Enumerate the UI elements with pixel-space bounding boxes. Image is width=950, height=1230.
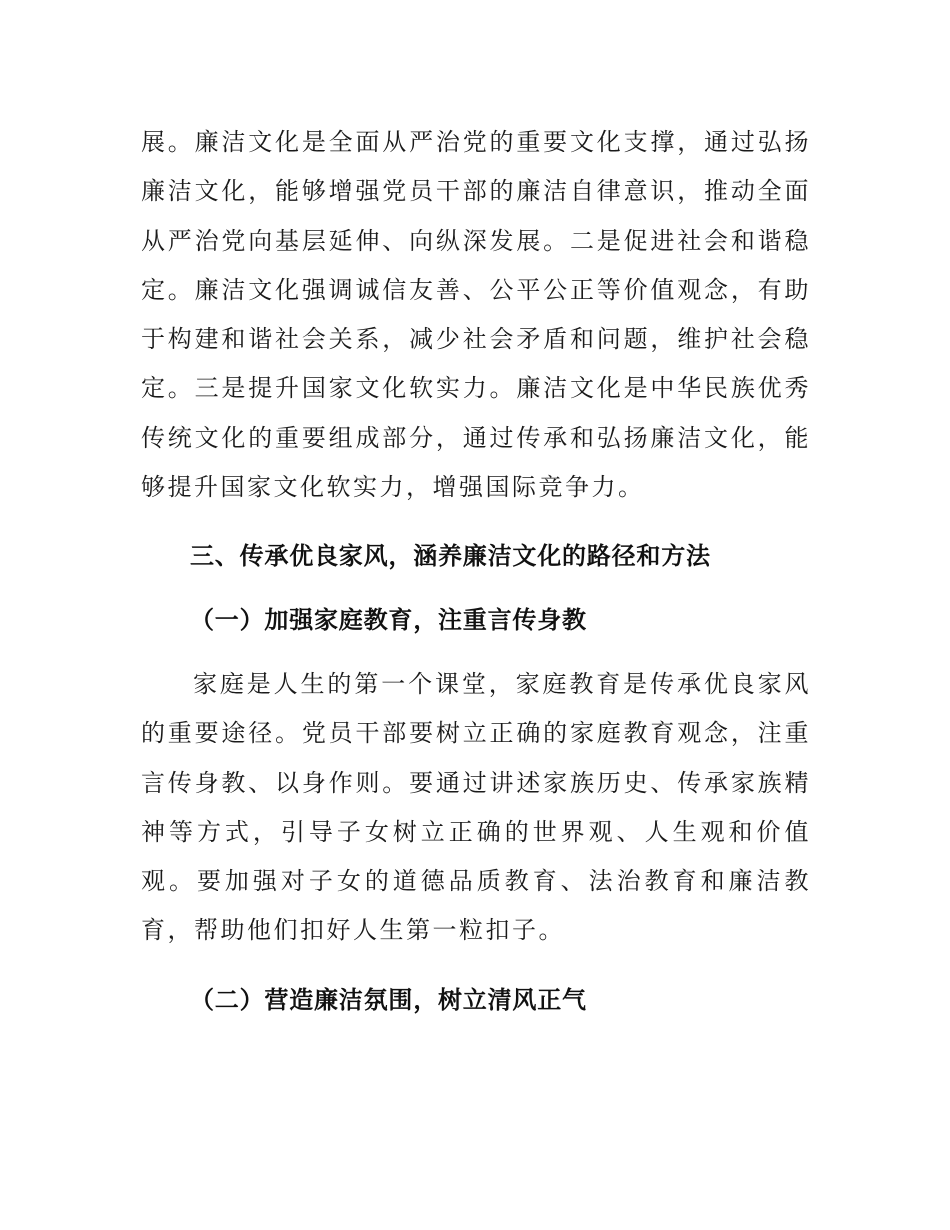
body-paragraph-continuation: 展。廉洁文化是全面从严治党的重要文化支撑，通过弘扬廉洁文化，能够增强党员干部的廉洁自律意识，推动全面从严治党向基层延伸、向纵深发展。二是促进社会和谐稳定。廉洁文化强调诚信友善、公平公正等价值观念，有助于构建和谐社会关系，减少社会矛盾和问题，维护社会稳定。三是提升国家文化软实力。廉洁文化是中华民族优秀传统文化的重要组成部分，通过传承和弘扬廉洁文化，能够提升国家文化软实力，增强国际竞争力。 — [141, 128, 811, 502]
subheading-family-education: （一）加强家庭教育，注重言传身教 — [190, 606, 587, 634]
subheading-integrity-atmosphere: （二）营造廉洁氛围，树立清风正气 — [190, 986, 587, 1014]
section-heading: 三、传承优良家风，涵养廉洁文化的路径和方法 — [190, 542, 711, 570]
body-paragraph-family-education: 家庭是人生的第一个课堂，家庭教育是传承优良家风的重要途径。党员干部要树立正确的家庭教育观念，注重言传身教、以身作则。要通过讲述家族历史、传承家族精神等方式，引导子女树立正确的世界观、人生观和价值观。要加强对子女的道德品质教育、法治教育和廉洁教育，帮助他们扣好人生第一粒扣子。 — [141, 670, 811, 945]
